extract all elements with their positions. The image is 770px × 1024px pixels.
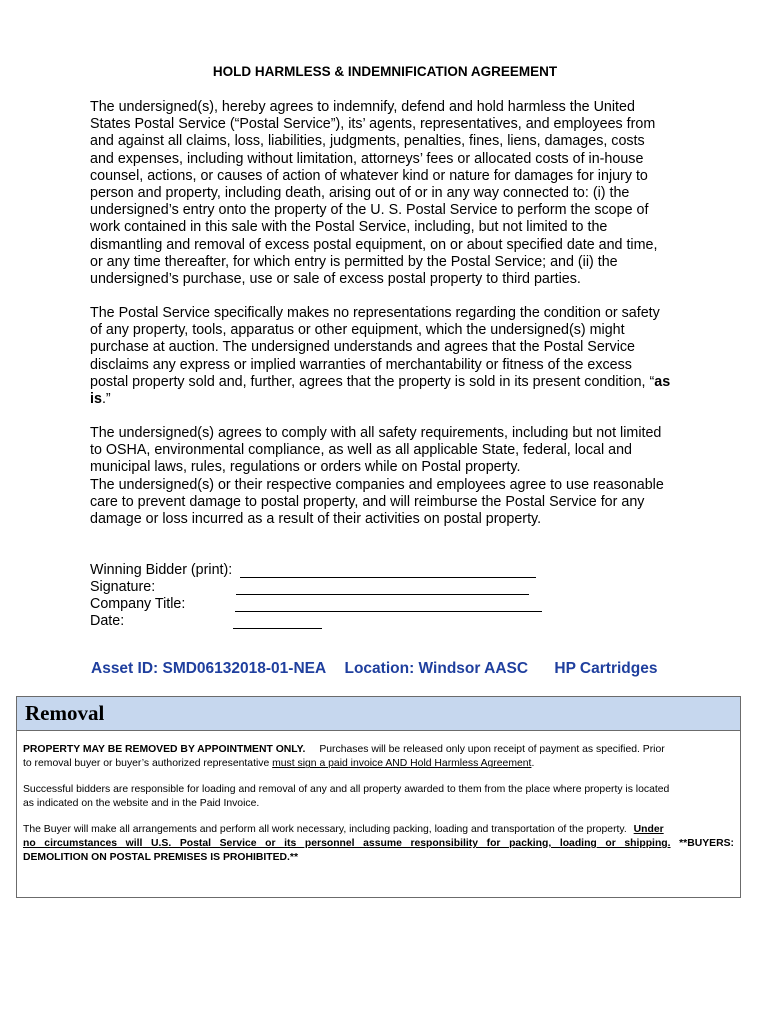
asset-id: Asset ID: SMD06132018-01-NEA — [91, 660, 327, 677]
asset-item: HP Cartridges — [554, 660, 658, 677]
under-bold-text: Under — [633, 823, 664, 835]
appointment-notice: PROPERTY MAY BE REMOVED BY APPOINTMENT ONLY. — [23, 744, 306, 755]
buyers-notice: **BUYERS: — [679, 838, 734, 850]
company-title-field[interactable] — [235, 611, 542, 612]
as-bold-text: as — [654, 373, 671, 390]
text-segment: . — [531, 758, 535, 770]
text-line: and against all claims, loss, liabilities, judgments, penalties, fines, liens, damages, costs — [90, 133, 645, 150]
arrangements-paragraph — [17, 823, 740, 866]
text-line: and expenses, including without limitation, attorneys’ fees or allocated costs of in-house — [90, 150, 644, 167]
asset-location: Location: Windsor AASC — [344, 660, 529, 677]
bidder-name-field[interactable] — [240, 577, 536, 578]
text-line: The Postal Service specifically makes no representations regarding the condition or safety — [90, 305, 660, 321]
text-segment: The Buyer will make all arrangements and perform all work necessary, including packing, loading and transportation of the property. — [23, 823, 627, 835]
text-segment: postal property sold and, further, agrees that the property is sold in its present condition, “ — [90, 373, 655, 390]
text-line: undersigned’s purchase, use or sale of excess postal property to third parties. — [90, 271, 581, 288]
text-line: The undersigned(s), hereby agrees to indemnify, defend and hold harmless the United — [90, 99, 635, 115]
text-line: damage or loss incurred as a result of their activities on postal property. — [90, 511, 542, 528]
text-line: to OSHA, environmental compliance, as well as all applicable State, federal, local and — [90, 442, 632, 459]
safety-paragraph — [90, 425, 680, 528]
removal-section — [16, 696, 741, 898]
demolition-prohibited-notice: DEMOLITION ON POSTAL PREMISES IS PROHIBITED.** — [23, 852, 298, 864]
text-segment: .” — [101, 391, 111, 408]
text-segment: Purchases will be released only upon receipt of payment as specified. Prior — [319, 744, 665, 755]
text-line: as indicated on the website and in the Paid Invoice. — [23, 798, 260, 810]
text-line — [23, 757, 734, 771]
signature-label: Signature: — [90, 579, 156, 595]
text-line: municipal laws, rules, regulations or orders while on Postal property. — [90, 459, 521, 476]
text-line — [90, 391, 680, 408]
text-line: person and property, including death, arising out of or in any way connected to: (i) the — [90, 185, 630, 202]
text-line: of any property, tools, apparatus or other equipment, which the undersigned(s) might — [90, 322, 625, 339]
date-field[interactable] — [233, 628, 322, 629]
bidder-label: Winning Bidder (print): — [90, 562, 233, 578]
is-bold-text: is — [90, 391, 102, 408]
paid-invoice-requirement: must sign a paid invoice AND Hold Harmless Agreement — [272, 758, 532, 770]
asset-info-line — [91, 660, 657, 678]
text-line: undersigned’s entry onto the property of the U. S. Postal Service to perform the scope of — [90, 202, 649, 219]
text-line: disclaims any express or implied warranties of merchantability or fitness of the excess — [90, 356, 632, 373]
text-line — [23, 743, 734, 757]
appointment-paragraph — [17, 743, 740, 772]
date-label: Date: — [90, 613, 125, 629]
text-line: dismantling and removal of excess postal equipment, on or about specified date and time, — [90, 236, 658, 253]
no-responsibility-notice: no circumstances will U.S. Postal Service or its personnel assume responsibility for packing, loading or shipping. — [23, 838, 671, 850]
text-line — [23, 823, 734, 837]
representations-paragraph — [90, 305, 680, 408]
text-line: States Postal Service (“Postal Service”), its’ agents, representatives, and employees from — [90, 116, 656, 133]
text-line: or any time thereafter, for which entry is permitted by the Postal Service; and (ii) the — [90, 253, 618, 270]
removal-heading: Removal — [17, 697, 740, 731]
document-title: HOLD HARMLESS & INDEMNIFICATION AGREEMENT — [212, 64, 558, 79]
responsibility-paragraph — [17, 783, 740, 812]
text-line: The undersigned(s) agrees to comply with all safety requirements, including but not limited — [90, 425, 662, 441]
text-line: purchase at auction. The undersigned understands and agrees that the Postal Service — [90, 339, 635, 356]
text-line: care to prevent damage to postal property, and will reimburse the Postal Service for any — [90, 493, 645, 510]
text-segment: to removal buyer or buyer’s authorized representative — [23, 758, 273, 770]
company-title-label: Company Title: — [90, 596, 186, 612]
text-line — [90, 374, 680, 391]
text-line — [23, 837, 734, 851]
text-line: The undersigned(s) or their respective companies and employees agree to use reasonable — [90, 476, 664, 493]
indemnity-paragraph — [90, 99, 680, 288]
text-line: Successful bidders are responsible for loading and removal of any and all property awarded to them from the place where property is located — [23, 783, 670, 795]
text-line: counsel, actions, or causes of action of whatever kind or nature for damages for injury to — [90, 167, 648, 184]
signature-field[interactable] — [236, 594, 529, 595]
text-line: work contained in this sale with the Postal Service, including, but not limited to the — [90, 219, 608, 236]
